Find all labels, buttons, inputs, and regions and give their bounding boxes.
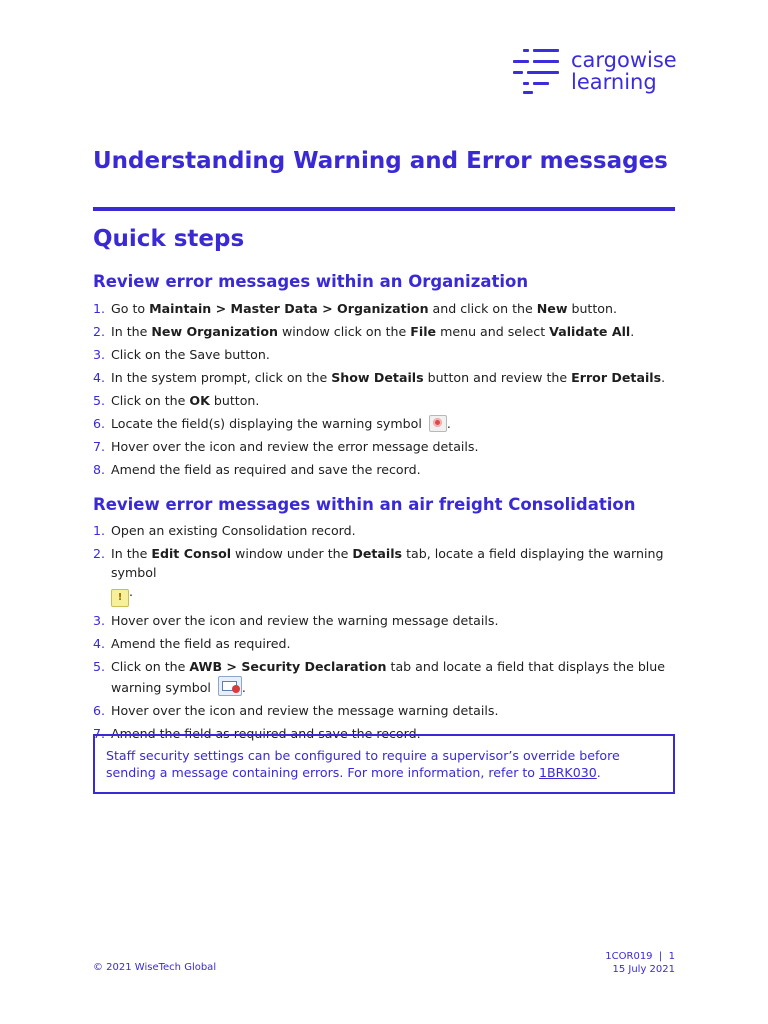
step-number: 2. — [93, 546, 106, 561]
step-text: Amend the field as required and save the record. — [111, 726, 421, 741]
document-title: Understanding Warning and Error messages — [93, 148, 668, 174]
step-text: tab, locate a field displaying the warning symbol — [111, 546, 664, 580]
step-number: 5. — [93, 659, 106, 674]
step-text: . — [630, 324, 635, 339]
step-text: Click on the — [111, 659, 190, 674]
step-bold: New Organization — [151, 324, 278, 339]
step-bold: File — [410, 324, 437, 339]
list-item — [93, 391, 675, 410]
step-text: Hover over the icon and review the warning message details. — [111, 613, 499, 628]
doc-code: 1COR019 | 1 — [605, 951, 675, 962]
step-number: 5. — [93, 393, 106, 408]
title-divider — [93, 207, 675, 211]
step-bold: Details — [352, 546, 403, 561]
section1-heading: Review error messages within an Organization — [93, 272, 529, 291]
step-text: menu and select — [436, 324, 550, 339]
step-bold: AWB > Security Declaration — [189, 659, 387, 674]
step-text: In the — [111, 546, 152, 561]
section1-steps — [93, 299, 675, 483]
step-text: Amend the field as required. — [111, 636, 291, 651]
step-text: . — [241, 680, 246, 695]
step-text: In the system prompt, click on the — [111, 370, 332, 385]
step-text: tab and locate a field that displays the blue warning symbol — [111, 659, 666, 695]
section2-steps — [93, 521, 675, 747]
step-text: Click on the Save button. — [111, 347, 270, 362]
list-item — [93, 368, 675, 387]
step-text: button. — [209, 393, 260, 408]
step-text: Hover over the icon and review the message warning details. — [111, 703, 499, 718]
list-item — [93, 521, 675, 540]
brand-wordmark — [571, 49, 677, 93]
doc-date: 15 July 2021 — [612, 964, 675, 975]
cargowise-logo-icon — [513, 47, 561, 95]
step-number: 4. — [93, 636, 106, 651]
step-text: and click on the — [428, 301, 537, 316]
step-text: . — [661, 370, 666, 385]
step-number: 7. — [93, 726, 106, 741]
step-bold: New — [536, 301, 568, 316]
step-text: window click on the — [277, 324, 411, 339]
list-item — [93, 437, 675, 456]
footer-meta — [605, 950, 675, 976]
step-number: 1. — [93, 523, 106, 538]
brand-line-1: cargowise — [571, 48, 677, 72]
step-text: Click on the — [111, 393, 190, 408]
step-text: Go to — [111, 301, 150, 316]
step-number: 1. — [93, 301, 106, 316]
step-bold: Show Details — [331, 370, 424, 385]
list-item — [93, 345, 675, 364]
blue-warning-icon — [218, 676, 242, 696]
step-number: 4. — [93, 370, 106, 385]
step-number: 3. — [93, 347, 106, 362]
step-bold: Validate All — [549, 324, 631, 339]
step-bold: OK — [189, 393, 210, 408]
step-text: button and review the — [423, 370, 572, 385]
section2-heading: Review error messages within an air freight Consolidation — [93, 495, 636, 514]
section-title: Quick steps — [93, 226, 245, 252]
step-text: Locate the field(s) displaying the warning symbol — [111, 416, 426, 431]
list-item — [93, 701, 675, 720]
list-item — [93, 322, 675, 341]
copyright: © 2021 WiseTech Global — [93, 962, 217, 973]
step-text: Hover over the icon and review the error message details. — [111, 439, 479, 454]
step-number: 8. — [93, 462, 106, 477]
info-note — [93, 734, 675, 794]
error-symbol-icon — [429, 415, 447, 432]
yellow-warning-icon: ! — [111, 589, 129, 607]
step-text: . — [129, 584, 134, 599]
step-bold: Error Details — [571, 370, 662, 385]
cargowise-logo — [513, 47, 677, 95]
list-item — [93, 611, 675, 630]
step-text: button. — [567, 301, 617, 316]
list-item — [93, 414, 675, 433]
list-item — [93, 634, 675, 653]
brand-line-2: learning — [571, 70, 657, 94]
note-text-end: . — [596, 765, 601, 780]
step-number: 6. — [93, 416, 106, 431]
note-text: Staff security settings can be configured to require a supervisor’s override before sending a message containing errors. For more information, refer to — [106, 748, 620, 780]
list-item — [93, 544, 675, 607]
list-item — [93, 460, 675, 479]
step-number: 6. — [93, 703, 106, 718]
step-bold: Maintain > Master Data > Organization — [149, 301, 429, 316]
step-number: 2. — [93, 324, 106, 339]
step-text: . — [446, 416, 451, 431]
step-bold: Edit Consol — [151, 546, 232, 561]
step-text: window under the — [231, 546, 353, 561]
list-item — [93, 299, 675, 318]
step-text: Open an existing Consolidation record. — [111, 523, 356, 538]
step-number: 7. — [93, 439, 106, 454]
step-number: 3. — [93, 613, 106, 628]
step-text: Amend the field as required and save the record. — [111, 462, 421, 477]
list-item — [93, 657, 675, 697]
step-text: In the — [111, 324, 152, 339]
reference-link[interactable]: 1BRK030 — [539, 765, 597, 780]
